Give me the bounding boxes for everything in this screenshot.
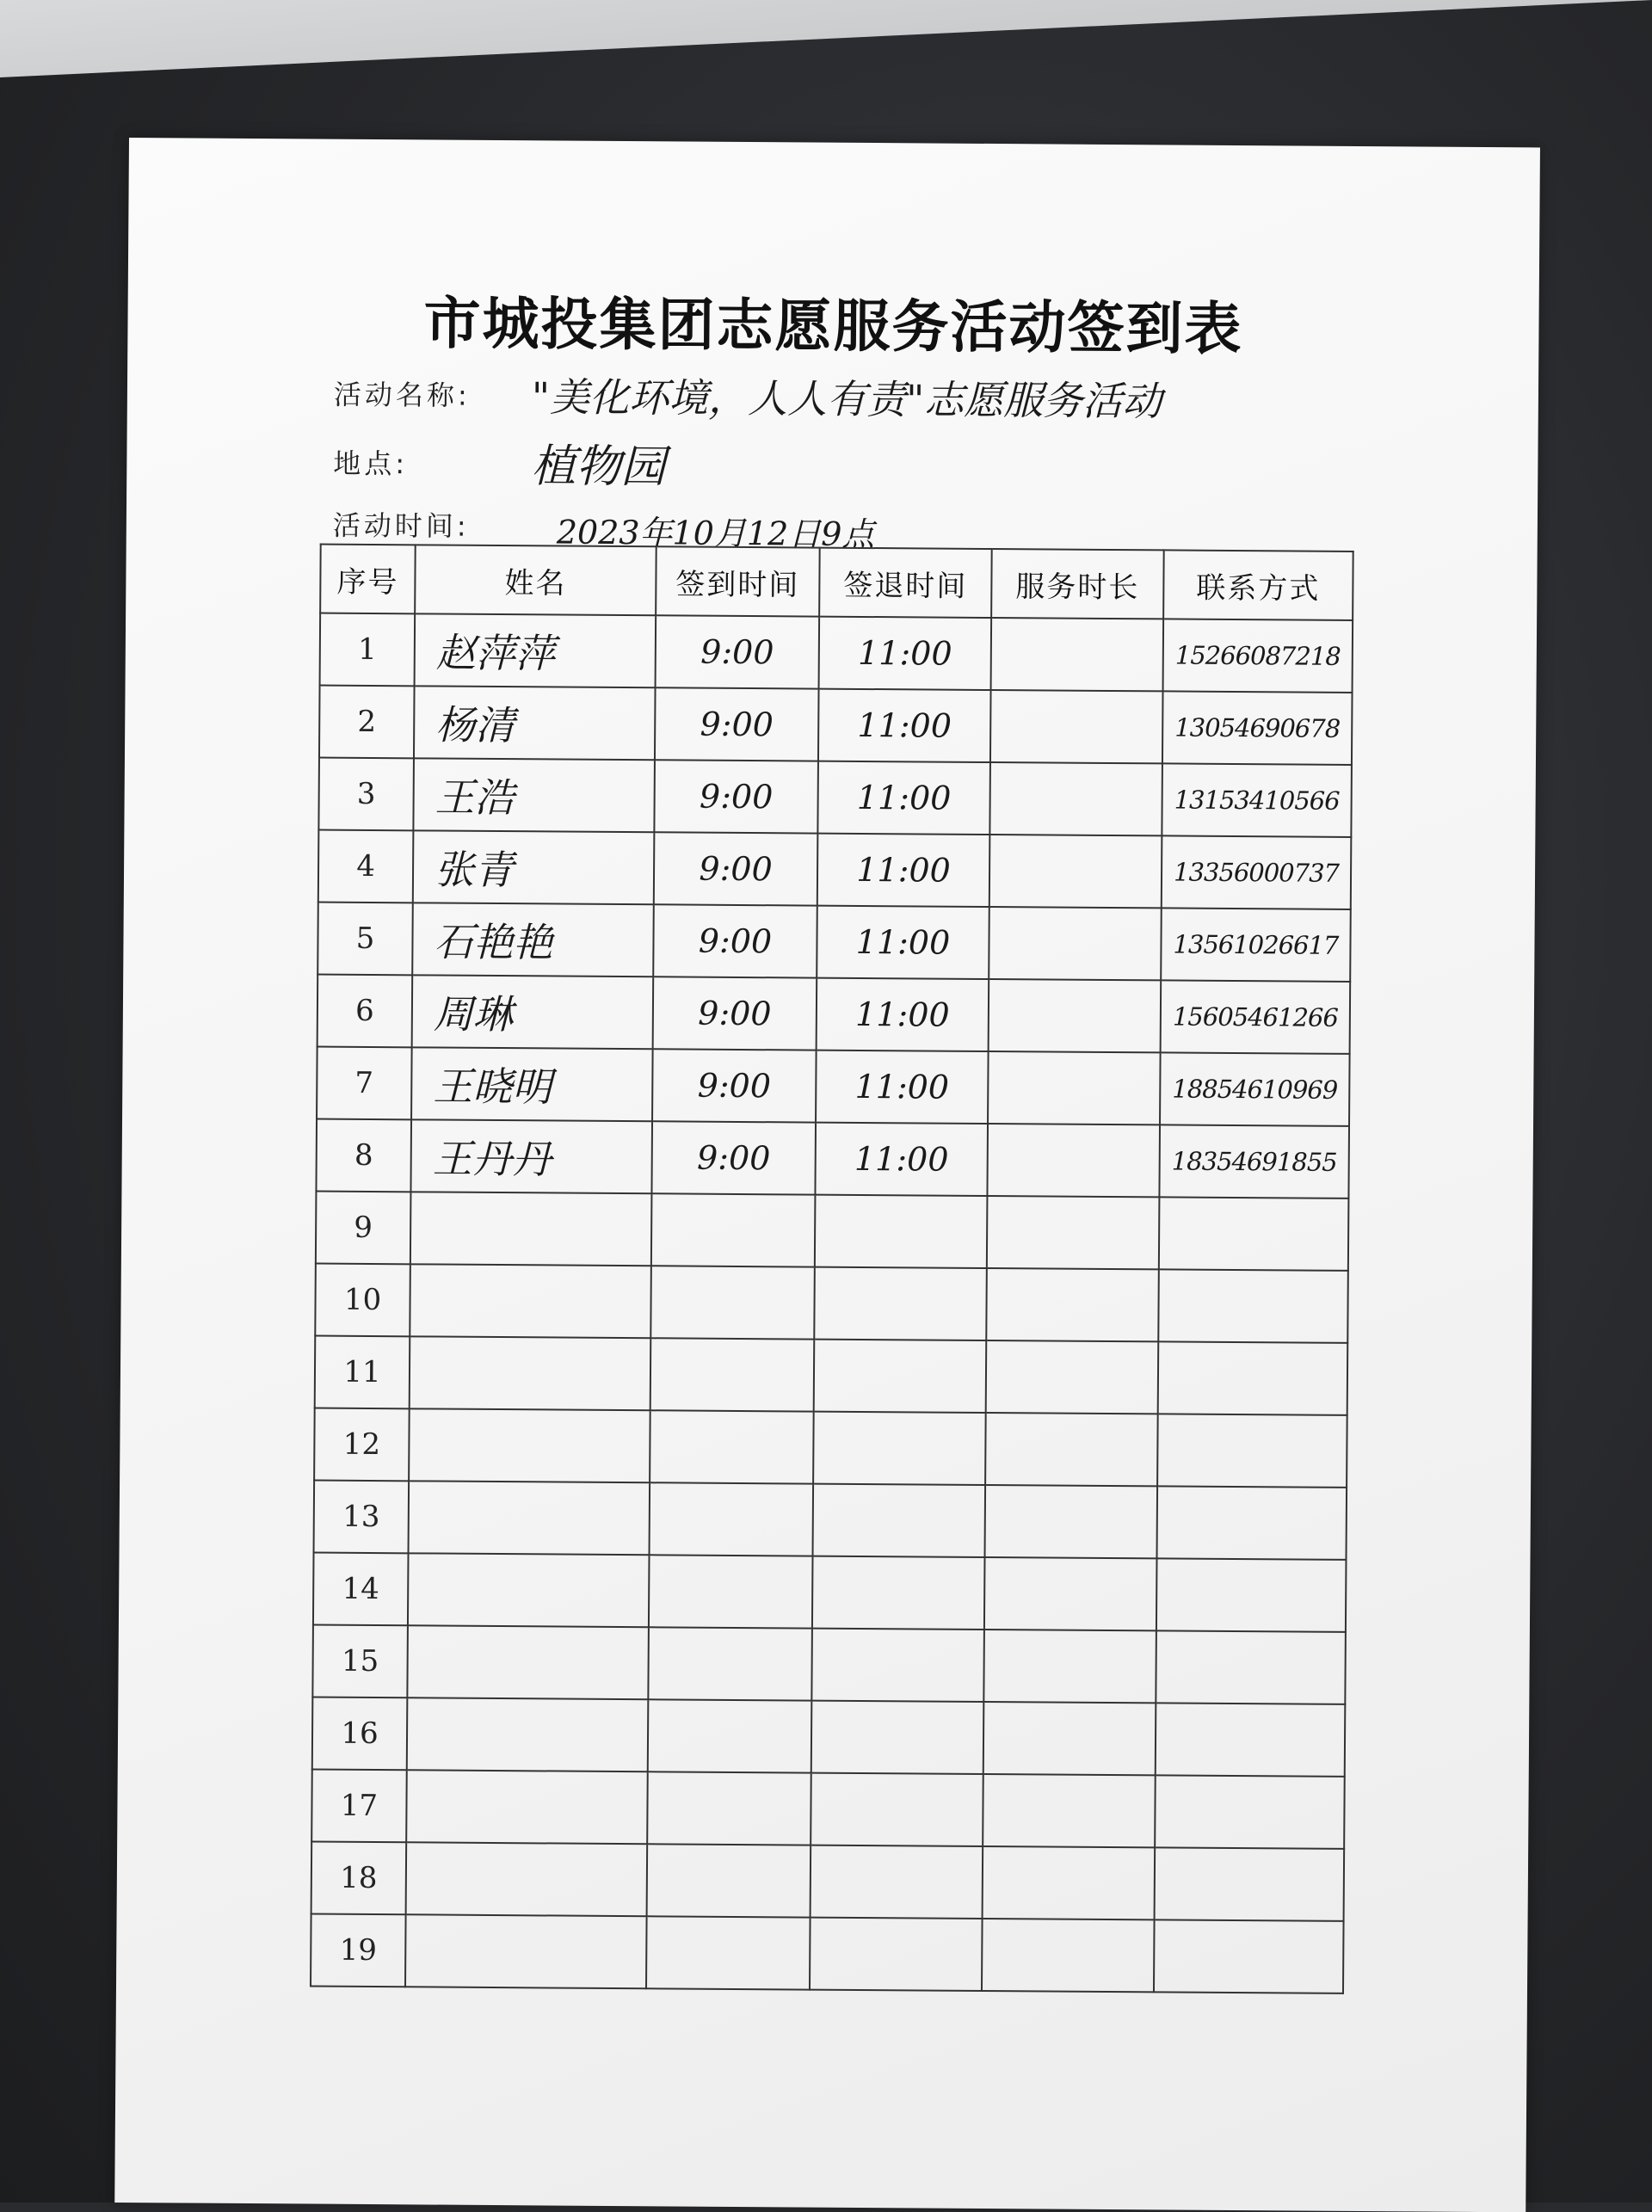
- sign-in-time: [650, 1410, 814, 1483]
- table-row: [312, 1698, 1346, 1777]
- sign-out-time: [814, 1340, 987, 1413]
- sign-out-time: [815, 1195, 988, 1268]
- volunteer-name: [408, 1553, 650, 1627]
- contact-number: [1157, 1486, 1347, 1560]
- row-number: 2: [319, 686, 415, 759]
- activity-name-label: 活动名称:: [333, 378, 471, 412]
- row-number: 5: [317, 903, 413, 976]
- sign-in-time: 9:00: [653, 904, 817, 977]
- row-number: 7: [317, 1047, 412, 1120]
- sign-out-time: [814, 1267, 987, 1340]
- contact-number: [1159, 1197, 1349, 1271]
- sign-in-time: [650, 1266, 815, 1339]
- sign-out-time: [811, 1629, 984, 1702]
- sign-out-time: [812, 1556, 985, 1630]
- contact-number: 13054690678: [1162, 691, 1353, 765]
- table-row: [313, 1553, 1347, 1632]
- location-value: 植物园: [531, 441, 666, 494]
- service-duration: [984, 1557, 1157, 1630]
- volunteer-name: 周琳: [412, 975, 654, 1049]
- table-row: [320, 613, 1353, 693]
- table-row: [314, 1408, 1347, 1488]
- sign-out-time: 11:00: [815, 1123, 988, 1196]
- table-row: [312, 1625, 1346, 1704]
- row-number: 15: [312, 1625, 408, 1698]
- row-number: 11: [315, 1336, 410, 1409]
- contact-number: [1157, 1414, 1347, 1488]
- table-row: [314, 1481, 1347, 1560]
- sign-in-time: [646, 1916, 811, 1989]
- table-row: [318, 758, 1352, 837]
- sign-in-time: 9:00: [655, 687, 819, 761]
- volunteer-name: [406, 1842, 648, 1916]
- row-number: 6: [317, 975, 413, 1048]
- service-duration: [986, 1340, 1159, 1414]
- sign-out-time: 11:00: [817, 834, 990, 907]
- contact-number: [1156, 1703, 1346, 1777]
- row-number: 16: [312, 1698, 408, 1771]
- activity-time-value: 2023年10月12日9点: [556, 513, 875, 554]
- volunteer-name: 赵萍萍: [415, 613, 656, 687]
- sign-in-time: [647, 1844, 811, 1917]
- sign-out-time: [811, 1701, 984, 1774]
- contact-number: [1156, 1630, 1346, 1704]
- service-duration: [985, 1485, 1158, 1558]
- contact-number: 13153410566: [1162, 763, 1352, 837]
- table-row: [317, 975, 1351, 1054]
- volunteer-name: [405, 1914, 647, 1988]
- sign-in-time: [649, 1555, 813, 1628]
- service-duration: [983, 1774, 1156, 1847]
- sign-out-time: [811, 1845, 983, 1919]
- activity-name-value: "美化环境，人人有责"志愿服务活动: [531, 373, 1162, 425]
- table-row: [315, 1264, 1348, 1343]
- contact-number: [1154, 1919, 1344, 1993]
- sign-in-time: 9:00: [654, 832, 818, 905]
- volunteer-name: [410, 1192, 652, 1266]
- contact-number: 18854610969: [1160, 1052, 1350, 1126]
- contact-number: [1156, 1558, 1347, 1632]
- table-header-row: [320, 545, 1353, 620]
- service-duration: [989, 762, 1162, 835]
- table-row: [316, 1119, 1349, 1198]
- table-row: [316, 1192, 1349, 1271]
- sign-in-time: [651, 1193, 816, 1266]
- sign-in-time: 9:00: [651, 1121, 816, 1194]
- service-duration: [989, 835, 1162, 908]
- page-title: 市城投集团志愿服务活动签到表: [423, 290, 1243, 363]
- table-row: [317, 903, 1351, 982]
- service-duration: [990, 690, 1163, 763]
- volunteer-name: 石艳艳: [412, 903, 654, 977]
- table-body: [311, 613, 1353, 1993]
- row-number: 18: [311, 1842, 407, 1915]
- service-duration: [991, 618, 1164, 691]
- sign-in-time: 9:00: [653, 977, 817, 1050]
- volunteer-name: 王丹丹: [410, 1119, 652, 1193]
- service-duration: [987, 1124, 1160, 1197]
- row-number: 17: [311, 1770, 407, 1843]
- table-row: [311, 1914, 1344, 1993]
- contact-number: [1158, 1269, 1348, 1343]
- contact-number: 13356000737: [1162, 835, 1352, 909]
- service-duration: [983, 1846, 1156, 1919]
- sign-out-time: 11:00: [816, 1051, 989, 1124]
- volunteer-name: [410, 1336, 651, 1410]
- service-duration: [982, 1919, 1155, 1992]
- sign-in-time: [650, 1338, 815, 1411]
- row-number: 1: [320, 613, 416, 687]
- row-number: 12: [314, 1408, 410, 1482]
- service-duration: [983, 1630, 1156, 1703]
- service-duration: [988, 1051, 1161, 1124]
- sign-out-time: [813, 1412, 986, 1485]
- sign-out-time: [811, 1773, 983, 1846]
- sign-out-time: [810, 1918, 983, 1991]
- volunteer-name: [410, 1264, 651, 1338]
- contact-number: 13561026617: [1161, 908, 1351, 982]
- sign-in-time: [650, 1482, 814, 1556]
- location-label: 地点:: [333, 447, 409, 481]
- sign-out-time: 11:00: [819, 617, 992, 690]
- sign-out-time: 11:00: [817, 978, 989, 1051]
- row-number: 19: [311, 1914, 406, 1987]
- column-header-name: 姓名: [415, 545, 656, 615]
- sign-in-time: 9:00: [652, 1049, 817, 1122]
- sign-in-time: 9:00: [656, 615, 820, 688]
- row-number: 14: [313, 1553, 409, 1626]
- contact-number: 18354691855: [1159, 1124, 1349, 1198]
- contact-number: 15266087218: [1163, 619, 1353, 693]
- column-header-duration: 服务时长: [991, 549, 1164, 619]
- sign-out-time: [813, 1484, 986, 1557]
- sign-in-table: [310, 544, 1354, 1994]
- contact-number: [1155, 1775, 1345, 1849]
- service-duration: [985, 1413, 1158, 1486]
- column-header-number: 序号: [320, 545, 416, 614]
- volunteer-name: 杨清: [414, 686, 656, 760]
- contact-number: 15605461266: [1161, 980, 1351, 1054]
- activity-time-label: 活动时间:: [332, 508, 470, 543]
- sign-out-time: 11:00: [817, 906, 989, 979]
- volunteer-name: [406, 1770, 648, 1844]
- volunteer-name: 张青: [413, 830, 655, 904]
- sign-in-time: [647, 1771, 811, 1845]
- sign-in-time: 9:00: [654, 760, 818, 833]
- row-number: 10: [315, 1264, 410, 1337]
- column-header-sign-in: 签到时间: [656, 546, 820, 616]
- column-header-sign-out: 签退时间: [819, 548, 992, 618]
- table-row: [317, 1047, 1350, 1126]
- table-row: [311, 1770, 1345, 1849]
- volunteer-name: [407, 1698, 649, 1771]
- volunteer-name: [409, 1408, 650, 1482]
- volunteer-name: [409, 1481, 650, 1555]
- volunteer-name: 王浩: [413, 758, 655, 832]
- row-number: 13: [314, 1481, 410, 1554]
- row-number: 8: [316, 1119, 411, 1192]
- sign-in-time: [648, 1627, 812, 1700]
- table-row: [315, 1336, 1348, 1415]
- row-number: 3: [318, 758, 414, 831]
- row-number: 9: [316, 1192, 411, 1265]
- sign-out-time: 11:00: [818, 689, 991, 762]
- contact-number: [1158, 1341, 1348, 1415]
- column-header-contact: 联系方式: [1163, 550, 1353, 620]
- sign-in-sheet: [114, 138, 1540, 2212]
- sign-out-time: 11:00: [817, 761, 990, 835]
- table-row: [318, 830, 1352, 909]
- service-duration: [989, 907, 1162, 980]
- volunteer-name: 王晓明: [411, 1047, 653, 1121]
- table-row: [311, 1842, 1345, 1921]
- contact-number: [1155, 1847, 1345, 1921]
- sign-in-time: [648, 1699, 812, 1772]
- service-duration: [986, 1268, 1159, 1341]
- service-duration: [987, 1196, 1160, 1269]
- service-duration: [983, 1702, 1156, 1775]
- table-row: [319, 686, 1353, 765]
- volunteer-name: [407, 1625, 649, 1699]
- row-number: 4: [318, 830, 414, 903]
- service-duration: [989, 979, 1162, 1052]
